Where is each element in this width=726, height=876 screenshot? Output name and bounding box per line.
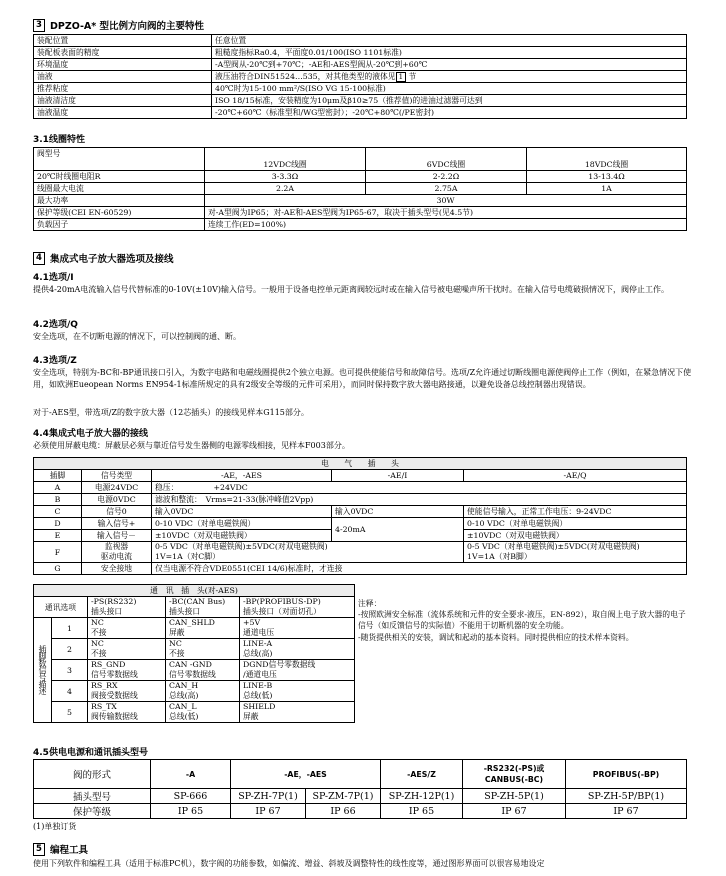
row-label: 油液温度: [34, 107, 212, 119]
signal-type: 输入信号－: [82, 530, 152, 542]
table-row: [34, 618, 355, 639]
valve-model-label: 阀型号: [34, 148, 205, 171]
subsection-4-3-text: 安全选项，特别为-BC和-BP通讯接口引入，为数字电路和电磁线圈提供2个独立电源。也可提供使能信号和故障信号。选项/Z允许通过切断线圈电源使阀停止工作（例如，在紧急情况下使用，如欧洲Eueopean Norms EN954-1标准所规定的具有2级安全等级的元件可采用），而同时保持数字放大器电路接通，以避免设备总线控制器出现错误。: [33, 368, 692, 389]
communication-plug-table: [33, 584, 355, 723]
table-title: 电 气 插 头: [34, 458, 687, 470]
pin: 1: [52, 618, 88, 639]
table-row: [34, 804, 687, 819]
col-header: -AE/Q: [464, 470, 687, 482]
cell-line: 通道电压: [243, 628, 275, 637]
cell: [166, 639, 240, 660]
pin: E: [34, 530, 82, 542]
cell: [88, 618, 166, 639]
table-row: [34, 207, 687, 219]
subsection-4-2-text: 安全选项，在不切断电源的情况下，可以控制阀的通、断。: [33, 332, 241, 341]
cell-line: 总线(低): [169, 712, 199, 721]
cell: SP-ZM-7P(1): [306, 789, 381, 804]
col-header: [240, 597, 355, 618]
cell-line: 信号零数据线: [169, 670, 216, 679]
cell: 输入0VDC: [332, 506, 464, 518]
table-row: [34, 542, 687, 563]
section-title: 编程工具: [50, 845, 89, 856]
row-label: 装配位置: [34, 35, 212, 47]
cell: 4-20mA: [332, 518, 464, 542]
table-row: [34, 660, 355, 681]
table-row: [34, 83, 687, 95]
cell: IP 67: [566, 804, 687, 819]
pin: A: [34, 482, 82, 494]
subsection-4-4-text: 必须使用屏蔽电缆：屏蔽层必须与靠近信号发生器侧的电源零线相接，见样本F003部分。: [33, 441, 350, 450]
notes-block: [358, 598, 688, 643]
table-row: [34, 482, 687, 494]
signal-type: [82, 542, 152, 563]
cell: [240, 618, 355, 639]
cell: 2.75A: [366, 183, 527, 195]
row-value: 任意位置: [212, 35, 687, 47]
cell: 3-3.3Ω: [205, 171, 366, 183]
col-header: [88, 597, 166, 618]
fluid-text: 液压油符合DIN51524…535，对其他类型的液体见: [215, 72, 396, 81]
cell: 仅当电源不符合VDE0551(CEI 14/6)标准时，才连接: [152, 563, 687, 575]
header-line: 插头接口: [91, 607, 123, 616]
pin: G: [34, 563, 82, 575]
header-line: -BC(CAN Bus): [169, 597, 226, 606]
table-row: [34, 518, 687, 530]
cell-line: NC: [169, 639, 182, 648]
col-header: -AES/Z: [381, 760, 463, 789]
cell: 1A: [527, 183, 687, 195]
row-label: 保护等级(CEI EN-60529): [34, 207, 205, 219]
cell: IP 67: [463, 804, 566, 819]
row-label: 环境温度: [34, 59, 212, 71]
table-row: [34, 59, 687, 71]
cell: ±10VDC（对双电磁铁阀）: [464, 530, 687, 542]
col-header: -A: [151, 760, 231, 789]
table-row: [34, 95, 687, 107]
table-row: [34, 506, 687, 518]
pin: 2: [52, 639, 88, 660]
table-row: [34, 681, 355, 702]
row-label: 推荐粘度: [34, 83, 212, 95]
row-label: 负载因子: [34, 219, 205, 231]
cell: 13-13.4Ω: [527, 171, 687, 183]
cell-line: CAN_L: [169, 702, 197, 711]
signal-type: 输入信号+: [82, 518, 152, 530]
cell: IP 67: [231, 804, 306, 819]
pin: 3: [52, 660, 88, 681]
cell: SP-ZH-7P(1): [231, 789, 306, 804]
cell: 输入0VDC: [152, 506, 332, 518]
coil-6v-header: 6VDC线圈: [366, 148, 527, 171]
cell: [166, 681, 240, 702]
cell: [88, 660, 166, 681]
row-value: [212, 71, 687, 83]
header-line: -BP(PROFIBUS-DP): [243, 597, 321, 606]
cell: 2-2.2Ω: [366, 171, 527, 183]
cell: [240, 681, 355, 702]
cell: [464, 542, 687, 563]
table-row: [34, 585, 355, 597]
cell: ±10VDC（对双电磁铁阀）: [152, 530, 332, 542]
type-line: 驱动电流: [100, 552, 133, 561]
notes-title: 注释：: [358, 599, 382, 608]
cell-line: CAN_SHLD: [169, 618, 215, 627]
cell: IP 65: [381, 804, 463, 819]
header-line: 插头接口（对面切孔）: [243, 607, 321, 616]
pin-description-side-label: [34, 618, 52, 723]
subsection-4-1-text: 提供4-20mA电流输入信号代替标准的0-10V(±10V)输入信号。一般用于设备电控单元距离阀较远时或在输入信号被电磁噪声所干扰时。在输入信号电缆破损情况下，阀停止工作。: [33, 285, 669, 294]
table-row: [34, 702, 355, 723]
signal-type: 电源24VDC: [82, 482, 152, 494]
type-line: 监视器: [104, 542, 129, 551]
cell: 0-10 VDC（对单电磁铁阀）: [152, 518, 332, 530]
cell-line: 不接: [91, 649, 107, 658]
row-label: 油液: [34, 71, 212, 83]
cell-line: SHIELD: [243, 702, 276, 711]
row-label: 油液清洁度: [34, 95, 212, 107]
section-ref-box: 1: [396, 72, 406, 82]
side-label-text: 插脚数信号描述: [38, 644, 47, 694]
subsection-4-3-text2: 对于-AES型，带选项/Z的数字放大器（12芯插头）的接线见样本G115部分。: [33, 408, 309, 417]
table-row: [34, 107, 687, 119]
header-line: -RS232(-PS)或: [483, 764, 545, 773]
cell: IP 66: [306, 804, 381, 819]
col-header: 插脚: [34, 470, 82, 482]
cell-line: LINE-A: [243, 639, 273, 648]
table-title: 通 讯 插 头(对-AES): [34, 585, 355, 597]
cell-line: 总线(高): [169, 691, 199, 700]
signal-type: 安全接地: [82, 563, 152, 575]
cell-line: 不接: [169, 649, 185, 658]
note-item: -按照欧洲安全标准（流体系统和元件的安全要求-液压，EN-892），取自阀上电子放大器的电子信号（如反馈信号的实际值）不能用于切断机器的安全功能。: [358, 610, 686, 631]
row-label: 最大功率: [34, 195, 205, 207]
section-number: 4: [33, 252, 45, 265]
section-4-heading: [33, 251, 174, 265]
col-header: -AE/I: [332, 470, 464, 482]
table-row: [34, 789, 687, 804]
table-row: [34, 597, 355, 618]
cell: 连续工作(ED=100%): [205, 219, 687, 231]
cell: [88, 681, 166, 702]
cell: [240, 702, 355, 723]
cell-line: LINE-B: [243, 681, 273, 690]
section-number: 3: [33, 19, 45, 32]
plug-type-table: [33, 759, 687, 819]
cell-line: 信号零数据线: [91, 670, 138, 679]
cell: [166, 660, 240, 681]
cell-line: 1V=1A（对C脚）: [155, 552, 220, 561]
cell: [240, 660, 355, 681]
cell-line: RS_TX: [91, 702, 117, 711]
table-row: [34, 171, 687, 183]
col-header: PROFIBUS(-BP): [566, 760, 687, 789]
section-3-heading: [33, 18, 204, 32]
subsection-4-1-title: 4.1选项/I: [33, 273, 74, 283]
cell: [166, 618, 240, 639]
col-header: [463, 760, 566, 789]
section-number: 5: [33, 843, 45, 856]
section-title: DPZO-A* 型比例方向阀的主要特性: [50, 21, 205, 32]
subsection-4-3-title: 4.3选项/Z: [33, 356, 77, 366]
table-row: [34, 183, 687, 195]
cell: 滤波和整流： Vrms=21-33(脉冲峰值2Vpp): [152, 494, 687, 506]
table-row: [34, 148, 687, 171]
table-row: [34, 563, 687, 575]
pin: F: [34, 542, 82, 563]
cell-line: 屏蔽: [169, 628, 185, 637]
table-row: [34, 35, 687, 47]
row-label: 线圈最大电流: [34, 183, 205, 195]
cell-line: 1V=1A（对B脚）: [467, 552, 532, 561]
electrical-plug-table: [33, 457, 687, 575]
row-value: 40℃时为15-100 mm²/S(ISO VG 15-100标准): [212, 83, 687, 95]
cell-line: 总线(低): [243, 691, 273, 700]
cell: 2.2A: [205, 183, 366, 195]
table-row: [34, 470, 687, 482]
table-row: [34, 639, 355, 660]
cell-line: 总线(高): [243, 649, 273, 658]
subsection-3-1-title: 3.1线圈特性: [33, 135, 85, 145]
col-header: -AE，-AES: [152, 470, 332, 482]
row-value: 粗糙度指标Ra0.4，平面度0.01/100(ISO 1101标准): [212, 47, 687, 59]
cell: [88, 702, 166, 723]
note-item: -随货提供相关的安装，调试和起动的基本资料。同时提供相应的技术样本资料。: [358, 632, 634, 642]
cell: SP-ZH-12P(1): [381, 789, 463, 804]
pin: 5: [52, 702, 88, 723]
cell-line: +5V: [243, 618, 261, 627]
ref-suffix: 节: [406, 72, 417, 81]
cell-line: 阀接受数据线: [91, 691, 138, 700]
table-row: [34, 195, 687, 207]
row-label: 插头型号: [34, 789, 151, 804]
col-header: -AE，-AES: [231, 760, 381, 789]
col-header: 通讯选项: [34, 597, 88, 618]
cell-line: CAN_H: [169, 681, 199, 690]
row-value: ISO 18/15标准，安装精度为10μm及β10≥75（推荐值)的进油过滤器可达到: [212, 95, 687, 107]
coil-12v-header: 12VDC线圈: [205, 148, 366, 171]
cell-line: 0-5 VDC（对单电磁铁阀)±5VDC(对双电磁铁阀): [155, 542, 328, 551]
coil-characteristics-table: [33, 147, 687, 231]
cell: 对-A型阀为IP65；对-AE和-AES型阀为IP65-67，取决于插头型号(见4.5节): [205, 207, 687, 219]
cell-line: NC: [91, 618, 104, 627]
col-header: [166, 597, 240, 618]
header-line: -PS(RS232): [91, 597, 137, 606]
cell: SP-ZH-5P/BP(1): [566, 789, 687, 804]
cell-line: DGND信号零数据线: [243, 660, 316, 669]
cell-line: 阀传输数据线: [91, 712, 138, 721]
subsection-4-4-title: 4.4集成式电子放大器的接线: [33, 429, 148, 439]
cell: 稳压： +24VDC: [152, 482, 687, 494]
pin: D: [34, 518, 82, 530]
row-value: -20℃+60℃（标准型和/WG型密封）；-20℃+80℃(/PE密封): [212, 107, 687, 119]
pin: C: [34, 506, 82, 518]
cell-line: CAN -GND: [169, 660, 212, 669]
pin: 4: [52, 681, 88, 702]
row-value: -A型阀从-20℃到+70℃；-AE和-AES型阀从-20℃到+60℃: [212, 59, 687, 71]
col-header: 阀的形式: [34, 760, 151, 789]
row-label: 20℃时线圈电阻R: [34, 171, 205, 183]
header-line: 插头接口: [169, 607, 201, 616]
pin: B: [34, 494, 82, 506]
footnote: (1)单独订货: [33, 822, 77, 831]
cell-line: /通道电压: [243, 670, 277, 679]
table-row: [34, 760, 687, 789]
cell: SP-ZH-5P(1): [463, 789, 566, 804]
table-row: [34, 458, 687, 470]
cell: [152, 542, 464, 563]
signal-type: 信号0: [82, 506, 152, 518]
header-line: CANBUS(-BC): [484, 775, 544, 784]
cell-line: NC: [91, 639, 104, 648]
table-row: [34, 47, 687, 59]
cell-line: 屏蔽: [243, 712, 259, 721]
cell-line: 不接: [91, 628, 107, 637]
cell: [166, 702, 240, 723]
cell: SP-666: [151, 789, 231, 804]
cell-line: 0-5 VDC（对单电磁铁阀)±5VDC(对双电磁铁阀): [467, 542, 640, 551]
cell: 30W: [205, 195, 687, 207]
cell: 0-10 VDC（对单电磁铁阀）: [464, 518, 687, 530]
cell-line: RS_RX: [91, 681, 118, 690]
subsection-4-2-title: 4.2选项/Q: [33, 320, 78, 330]
table-row: [34, 494, 687, 506]
row-label: 保护等级: [34, 804, 151, 819]
cell-line: RS_GND: [91, 660, 126, 669]
cell: [240, 639, 355, 660]
section-5-heading: [33, 842, 88, 856]
cell: [88, 639, 166, 660]
signal-type: 电源0VDC: [82, 494, 152, 506]
general-characteristics-table: [33, 34, 687, 119]
row-label: 装配板表面的精度: [34, 47, 212, 59]
col-header: 信号类型: [82, 470, 152, 482]
cell: IP 65: [151, 804, 231, 819]
section-5-text: 使用下列软件和编程工具（适用于标准PC机），数字阀的功能参数，如偏流、增益、斜坡及调整特性的线性度等，通过图形界面可以很容易地设定: [33, 859, 545, 868]
section-title: 集成式电子放大器选项及接线: [50, 254, 174, 265]
cell: 使能信号输入，正常工作电压：9-24VDC: [464, 506, 687, 518]
subsection-4-5-title: 4.5供电电源和通讯插头型号: [33, 748, 148, 758]
coil-18v-header: 18VDC线圈: [527, 148, 687, 171]
table-row: [34, 71, 687, 83]
table-row: [34, 219, 687, 231]
